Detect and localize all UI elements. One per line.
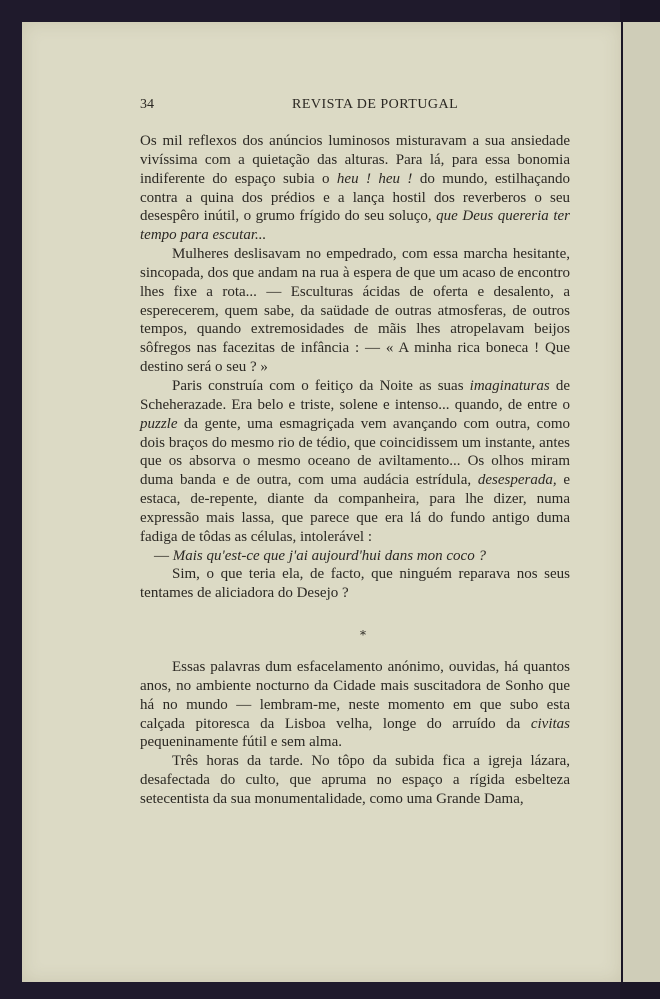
italic-run: civitas [530,715,570,732]
paragraph [140,377,570,547]
paragraph [140,658,570,752]
italic-run: puzzle [140,415,178,432]
paragraph [140,132,570,245]
paragraph [140,752,570,809]
text-run: pequeninamente fútil e sem alma. [140,734,343,751]
section-separator: * [360,628,366,642]
text-run: Os mil reflexos dos anúncios luminosos misturavam a sua ansiedade vivíssima com a quietação das alturas. Para lá, para essa bonomia indiferente do espaço subia o [140,133,570,187]
italic-run: que Deus quereria ter tempo para escutar... [140,208,570,244]
body-text [140,132,570,603]
italic-run: desesperada, [477,472,557,489]
paragraph [140,547,570,566]
journal-title: REVISTA DE PORTUGAL [292,97,459,112]
text-run: de Scheherazade. Era belo e triste, solene e intenso... quando, de entre o [140,377,570,413]
italic-run: Mais qu'est-ce que j'ai aujourd'hui dans mon coco ? [172,547,486,564]
italic-run: imaginaturas [469,377,550,394]
text-run: — [154,547,173,564]
text-run: da gente, uma esmagriçada vem avançando com outra, como dois braços do mesmo rio de tédio, que coincidissem um instante, antes que os absorva o mesmo oceano de aviltamento... Os olhos miram duma banda e de outra, com uma audácia estrídula, [140,415,570,489]
text-run: do mundo, estilhaçando contra a quina dos prédios e a lança hostil dos reverberos o seu desespêro inútil, o grumo frígido do seu soluço, [140,170,570,225]
running-head [140,97,580,117]
text-run: Mulheres deslisavam no empedrado, com essa marcha hesitante, sincopada, dos que andam na rua à espera de que um acaso de encontro lhes fixe a rota... — Esculturas ácidas de oferta e desalento, a esperecerem, quem sabe, da saüdade de outras atmosferas, de outros tempos, quando extremosidades de mãis lhes atropelavam beijos sôfregos nas facezitas de infância : — « A minha rica boneca ! Que destino será o seu ? » [140,246,570,376]
text-run: Essas palavras dum esfacelamento anónimo, ouvidas, há quantos anos, no ambiente nocturno da Cidade mais suscitadora de Sonho que há no mundo — lembram-me, neste momento em que subo esta calçada pitoresca da Lisboa velha, longe do arruído da [140,659,570,732]
text-run: e estaca, de-repente, diante da companheira, para lhe dizer, numa expressão mais lassa, que parece que era lá do fundo antigo duma fadiga de tôdas as células, intolerável : [140,472,570,545]
body-text-continued [140,658,570,809]
paragraph [140,565,570,603]
text-run: Três horas da tarde. No tôpo da subida fica a igreja lázara, desafectada do culto, que apruma no espaço a rígida esbelteza setecentista da sua monumentalidade, como uma Grande Dama, [140,753,570,807]
text-run: Sim, o que teria ela, de facto, que ninguém reparava nos seus tentames de aliciadora do Desejo ? [140,566,570,602]
paragraph [140,245,570,377]
page-number: 34 [140,97,154,112]
text-run: Paris construía com o feitiço da Noite as suas [172,377,470,394]
italic-run: heu ! heu ! [336,170,413,187]
next-page-edge [623,22,660,982]
